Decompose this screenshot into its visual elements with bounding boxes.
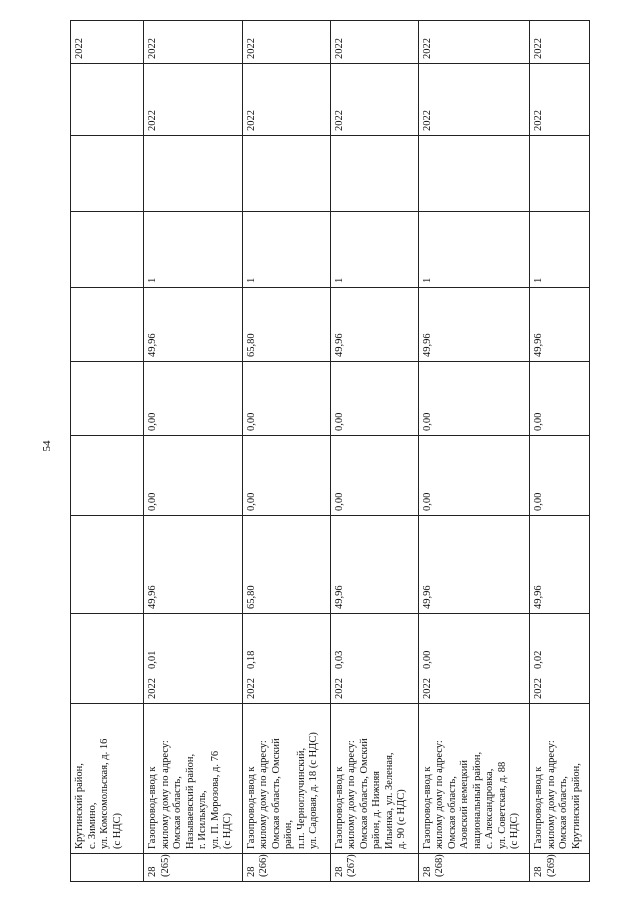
cell-v7 bbox=[242, 136, 330, 212]
cell-v9: 2022 bbox=[144, 21, 243, 64]
cell-v9: 2022 bbox=[530, 21, 590, 64]
cell-v2: 65,80 bbox=[242, 516, 330, 614]
cell-object-name: Газопровод-ввод к жилому дому по адресу: Омская область, Называевский район, г. Исилькуль, ул. П. Морозова, д. 76 (с НДС) bbox=[144, 704, 243, 854]
cell-v4: 0,00 bbox=[144, 362, 243, 436]
cell-object-name: Газопровод-ввод к жилому дому по адресу: Омская область, Крутинский район, bbox=[530, 704, 590, 854]
cell-v9: 2022 bbox=[71, 21, 144, 64]
cell-v4: 0,00 bbox=[418, 362, 530, 436]
cell-year: 2022 bbox=[533, 678, 545, 699]
cell-v4: 0,00 bbox=[330, 362, 418, 436]
cell-v9: 2022 bbox=[242, 21, 330, 64]
page-number: 54 bbox=[41, 440, 53, 452]
cell-v8: 2022 bbox=[530, 64, 590, 136]
cell-v6: 1 bbox=[330, 212, 418, 288]
cell-number: 28 (266) bbox=[242, 854, 330, 882]
cell-year: 2022 bbox=[421, 678, 433, 699]
cell-v9: 2022 bbox=[418, 21, 530, 64]
cell-v7 bbox=[330, 136, 418, 212]
table-row bbox=[144, 21, 243, 882]
cell-number: 28 (267) bbox=[330, 854, 418, 882]
cell-v6: 1 bbox=[144, 212, 243, 288]
cell-v5 bbox=[71, 288, 144, 362]
cell-year-and-length bbox=[418, 614, 530, 704]
cell-number: 28 (268) bbox=[418, 854, 530, 882]
cell-v6: 1 bbox=[418, 212, 530, 288]
cell-object-name: Газопровод-ввод к жилому дому по адресу: Омская область, Азовский немецкий национальный район, с. Александровка, ул. Советская, д. 88 (с НДС) bbox=[418, 704, 530, 854]
cell-v2: 49,96 bbox=[530, 516, 590, 614]
cell-number: 28 (265) bbox=[144, 854, 243, 882]
cell-number bbox=[71, 854, 144, 882]
cell-year: 2022 bbox=[147, 678, 159, 699]
cell-year-and-length bbox=[530, 614, 590, 704]
cell-v2: 49,96 bbox=[144, 516, 243, 614]
cell-year-and-length bbox=[71, 614, 144, 704]
cell-v3: 0,00 bbox=[418, 436, 530, 516]
cell-v2 bbox=[71, 516, 144, 614]
cell-length: 0,01 bbox=[147, 650, 159, 669]
cell-object-name: Газопровод-ввод к жилому дому по адресу: Омская область, Омский район, п.п. Черноглучинский, ул. Садовая, д. 18 (с НДС) bbox=[242, 704, 330, 854]
table-body bbox=[71, 21, 590, 882]
cell-year: 2022 bbox=[333, 678, 345, 699]
investment-table bbox=[70, 20, 590, 882]
cell-v6: 1 bbox=[530, 212, 590, 288]
cell-v7 bbox=[144, 136, 243, 212]
cell-v5: 49,96 bbox=[530, 288, 590, 362]
cell-v8: 2022 bbox=[242, 64, 330, 136]
cell-object-name: Крутинский район, с. Зимино, ул. Комсомольская, д. 16 (с НДС) bbox=[71, 704, 144, 854]
cell-v5: 49,96 bbox=[330, 288, 418, 362]
cell-v2: 49,96 bbox=[330, 516, 418, 614]
table-container bbox=[70, 20, 590, 882]
cell-v6: 1 bbox=[242, 212, 330, 288]
table-row bbox=[330, 21, 418, 882]
table-row bbox=[530, 21, 590, 882]
cell-number: 28 (269) bbox=[530, 854, 590, 882]
cell-object-name: Газопровод-ввод к жилому дому по адресу: Омская область, Омский район, д. Нижняя Ильинка, ул. Зеленая, д. 90 (с НДС) bbox=[330, 704, 418, 854]
cell-v4: 0,00 bbox=[242, 362, 330, 436]
table-row bbox=[71, 21, 144, 882]
cell-year-and-length bbox=[330, 614, 418, 704]
cell-v9: 2022 bbox=[330, 21, 418, 64]
cell-v3: 0,00 bbox=[242, 436, 330, 516]
cell-v5: 49,96 bbox=[144, 288, 243, 362]
cell-v7 bbox=[71, 136, 144, 212]
table-row bbox=[242, 21, 330, 882]
cell-length: 0,00 bbox=[421, 650, 433, 669]
cell-v3: 0,00 bbox=[144, 436, 243, 516]
cell-v8: 2022 bbox=[418, 64, 530, 136]
cell-v3: 0,00 bbox=[330, 436, 418, 516]
cell-v2: 49,96 bbox=[418, 516, 530, 614]
cell-v8 bbox=[71, 64, 144, 136]
cell-length: 0,18 bbox=[245, 650, 257, 669]
cell-year-and-length bbox=[144, 614, 243, 704]
cell-v7 bbox=[530, 136, 590, 212]
cell-length: 0,02 bbox=[533, 650, 545, 669]
cell-year: 2022 bbox=[245, 678, 257, 699]
rotated-table-wrap bbox=[70, 20, 590, 882]
cell-v6 bbox=[71, 212, 144, 288]
cell-year-and-length bbox=[242, 614, 330, 704]
table-row bbox=[418, 21, 530, 882]
cell-v4: 0,00 bbox=[530, 362, 590, 436]
cell-v8: 2022 bbox=[144, 64, 243, 136]
cell-v8: 2022 bbox=[330, 64, 418, 136]
cell-v3 bbox=[71, 436, 144, 516]
cell-v3: 0,00 bbox=[530, 436, 590, 516]
cell-length: 0,03 bbox=[333, 650, 345, 669]
cell-v5: 49,96 bbox=[418, 288, 530, 362]
cell-v5: 65,80 bbox=[242, 288, 330, 362]
cell-v4 bbox=[71, 362, 144, 436]
cell-v7 bbox=[418, 136, 530, 212]
